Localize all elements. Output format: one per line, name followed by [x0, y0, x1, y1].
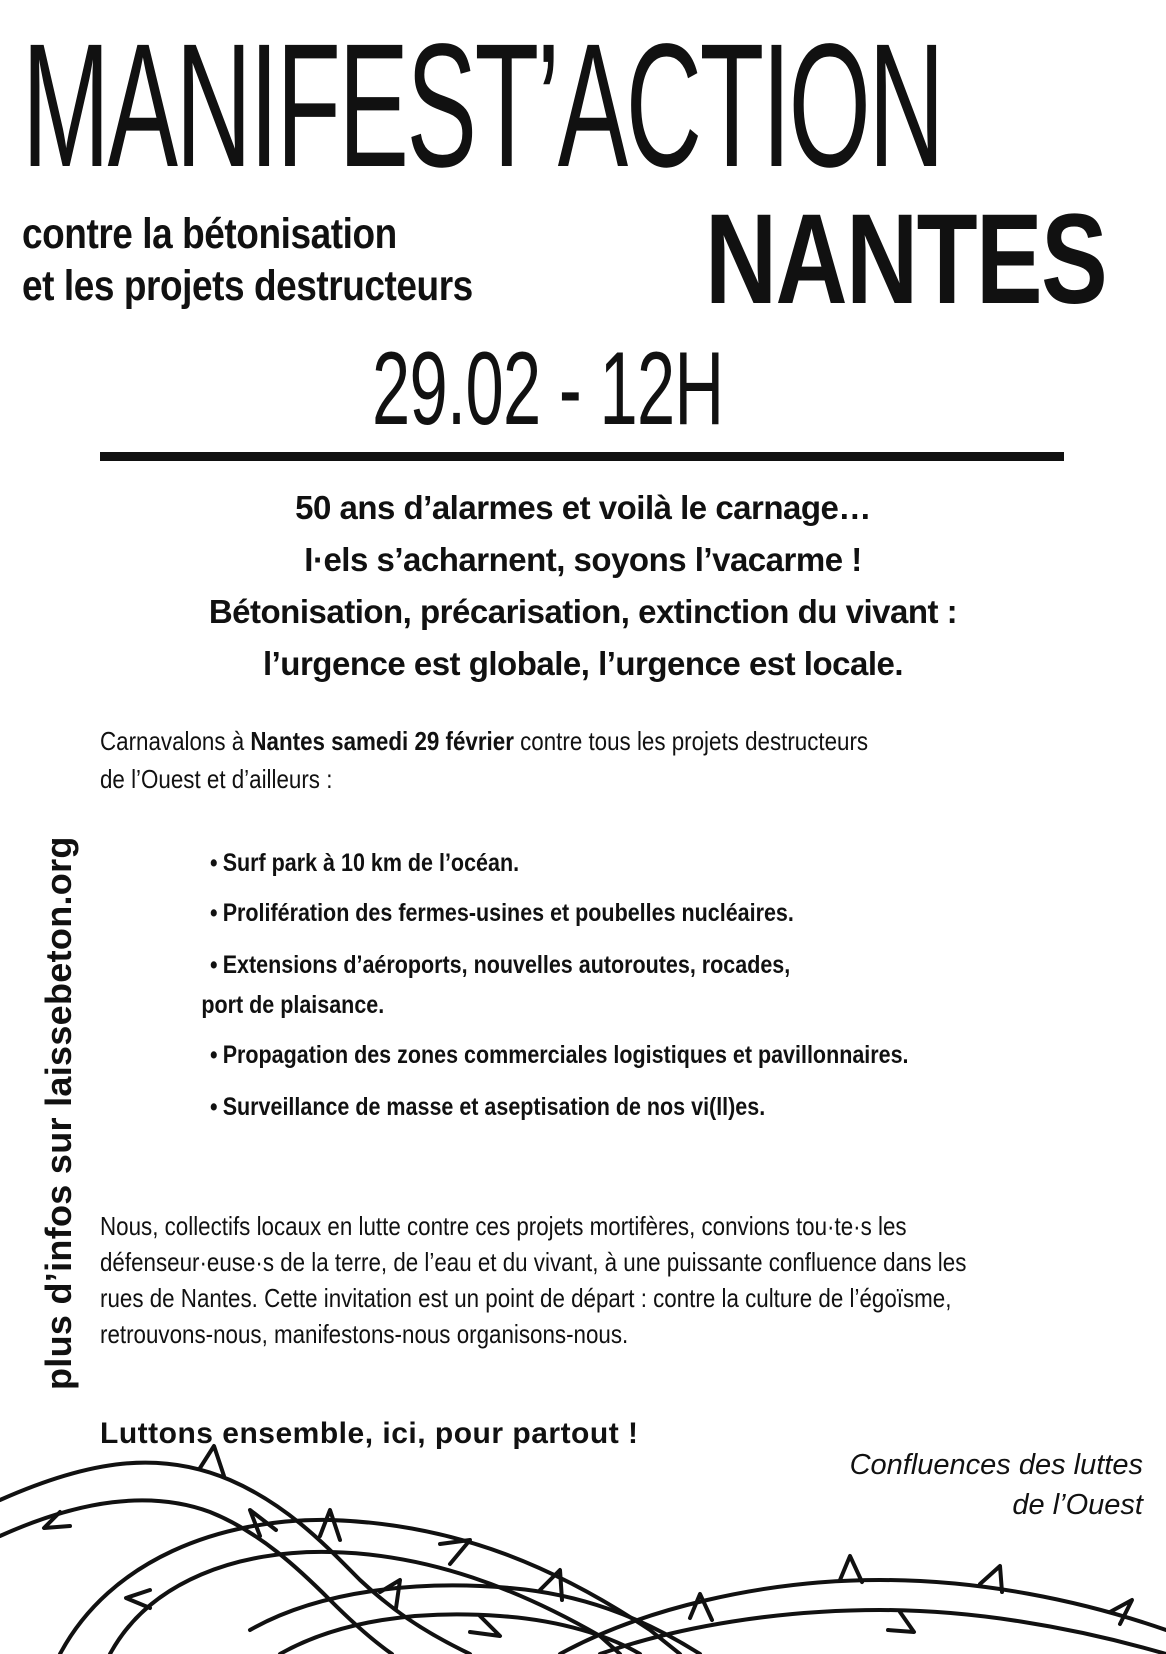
intro-text: contre tous les projets destructeurs [513, 726, 869, 756]
project-text: Propagation des zones commerciales logistiques et pavillonnaires. [222, 1041, 909, 1069]
list-item [210, 1034, 909, 1076]
bullet: • [210, 849, 218, 877]
list-item [201, 944, 791, 1024]
bullet: • [210, 951, 218, 979]
subtitle-line-1: contre la bétonisation [22, 210, 397, 258]
bullet: • [210, 1041, 218, 1069]
intro-line-1 [100, 722, 926, 760]
signature-line-1: Confluences des luttes [849, 1449, 1143, 1481]
body-line: défenseur·euse·s de la terre, de l’eau et du vivant, à une puissante confluence dans les [100, 1247, 967, 1277]
project-text: Surveillance de masse et aseptisation de nos vi(ll)es. [222, 1093, 766, 1121]
bullet: • [210, 899, 218, 927]
list-item [210, 1086, 765, 1128]
intro-highlight: Nantes samedi 29 février [250, 726, 514, 756]
divider-rule [100, 452, 1064, 461]
slogan-line: I·els s’acharnent, soyons l’vacarme ! [304, 541, 862, 578]
slogan-line: Bétonisation, précarisation, extinction du vivant : [208, 593, 958, 630]
bramble-vines-illustration [0, 1440, 1166, 1654]
subtitle-line-2: et les projets destructeurs [22, 262, 473, 310]
body-line: retrouvons-nous, manifestons-nous organisons-nous. [100, 1319, 629, 1349]
poster-title: MANIFEST’ACTION [22, 8, 943, 204]
event-datetime: 29.02 - 12H [372, 331, 724, 447]
list-item [210, 842, 519, 884]
bullet: • [210, 1093, 218, 1121]
slogan-block [60, 482, 1106, 690]
list-item [210, 892, 794, 934]
body-line: Nous, collectifs locaux en lutte contre ces projets mortifères, convions tou·te·s les [100, 1211, 907, 1241]
project-text: Prolifération des fermes-usines et poubelles nucléaires. [222, 899, 794, 927]
body-line: rues de Nantes. Cette invitation est un point de départ : contre la culture de l’égoïsme, [100, 1283, 952, 1313]
signature-line-2: de l’Ouest [1012, 1489, 1143, 1521]
call-to-action: Luttons ensemble, ici, pour partout ! [100, 1417, 639, 1450]
intro-paragraph [100, 722, 926, 798]
city-name: NANTES [705, 188, 1107, 331]
project-text: Surf park à 10 km de l’océan. [222, 849, 520, 877]
project-text-continuation: port de plaisance. [201, 991, 385, 1019]
sidebar-website-link: plus d’infos sur laissebeton.org [38, 836, 79, 1390]
poster-subtitle [22, 208, 473, 312]
intro-text: Carnavalons à [100, 726, 251, 756]
intro-line-2: de l’Ouest et d’ailleurs : [100, 764, 333, 794]
project-text: Extensions d’aéroports, nouvelles autoroutes, rocades, [222, 951, 791, 979]
slogan-line: 50 ans d’alarmes et voilà le carnage… [295, 489, 871, 526]
body-paragraph [100, 1208, 966, 1352]
slogan-line: l’urgence est globale, l’urgence est locale. [262, 645, 904, 682]
